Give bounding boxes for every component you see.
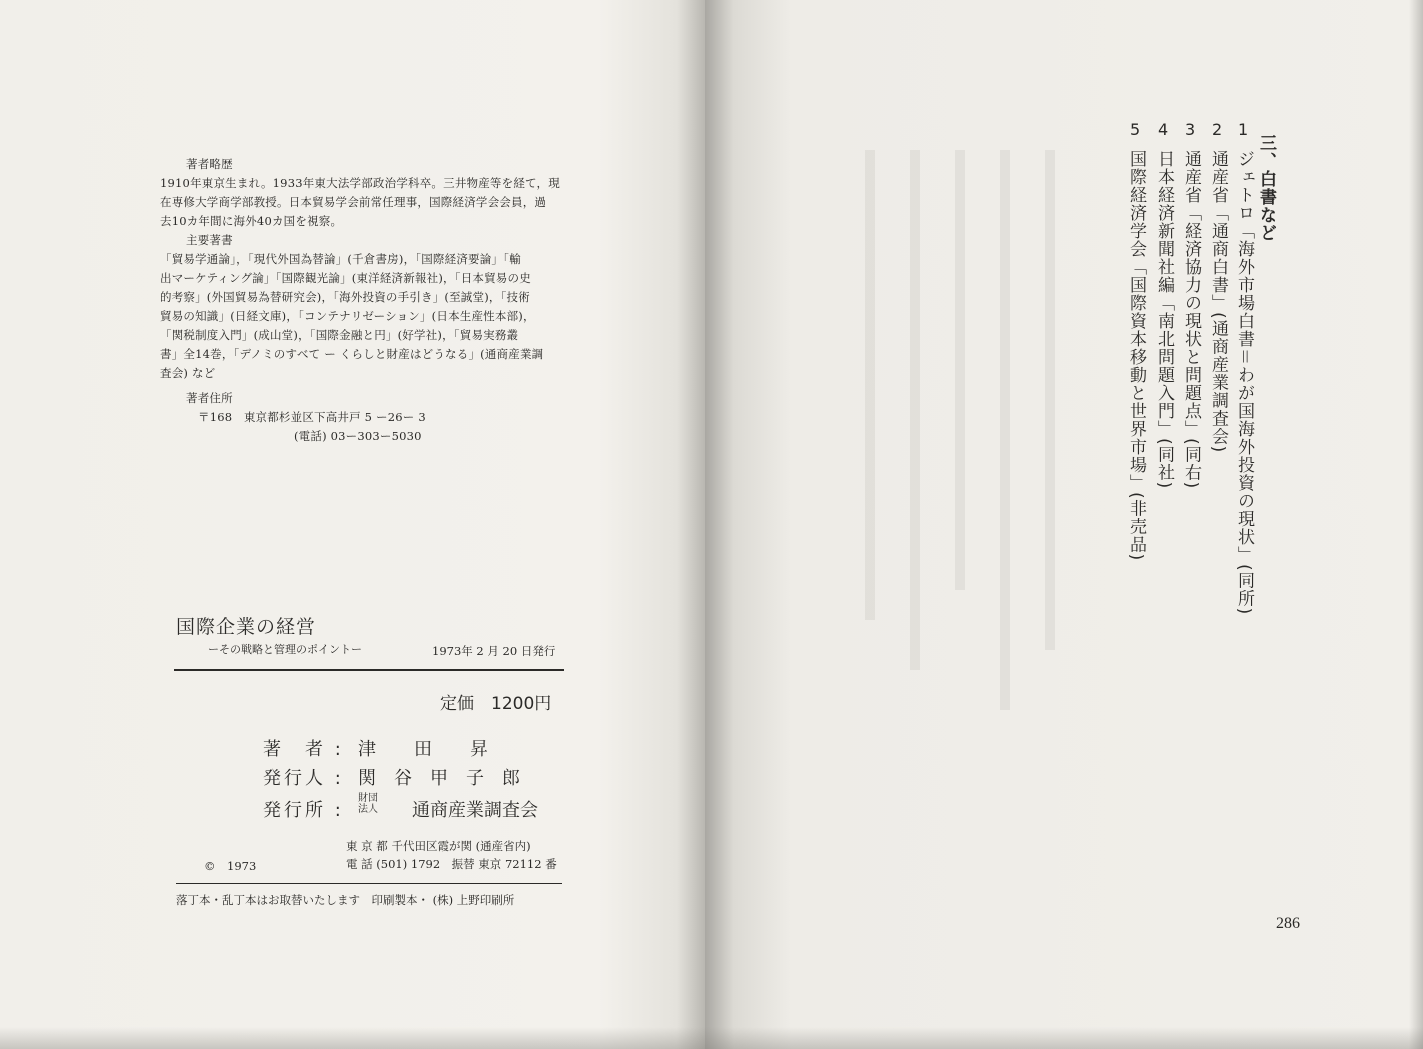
page-number: 286 [1276, 915, 1300, 932]
author-bio-line-2: 在専修大学商学部教授。日本貿易学会前常任理事，国際経済学会会員，過 [160, 195, 547, 209]
entry-number-5: 5 [1130, 120, 1141, 139]
author-bio-line-3: 去10カ年間に海外40カ国を視察。 [160, 214, 343, 228]
author-phone: (電話) 03ー303ー5030 [294, 429, 422, 443]
entry-number-2: 2 [1212, 120, 1223, 139]
major-works-line-6: 書」全14巻，「デノミのすべて ー くらしと財産はどうなる」(通商産業調 [160, 347, 544, 361]
author-bio-line-1: 1910年東京生まれ。1933年東大法学部政治学科卒。三井物産等を経て，現 [160, 176, 560, 190]
book-title: 国際企業の経営 [176, 616, 317, 638]
copyright: © 1973 [204, 859, 257, 873]
colophon-divider [174, 669, 564, 671]
bleed-through-text [955, 150, 965, 590]
publisher-person-label: 発行人 : [263, 768, 344, 789]
section-title: 三、白書など [1256, 134, 1276, 242]
entry-text-2: 通産省「通商白書」(通商産業調査会) [1208, 150, 1228, 454]
footer-note: 落丁本・乱丁本はお取替いたします 印刷製本・ (株) 上野印刷所 [176, 893, 515, 907]
publisher-label: 発行所 : [263, 800, 344, 821]
bleed-through-text [865, 150, 875, 620]
entry-text-1: ジェトロ「海外市場白書＝わが国海外投資の現状」(同所) [1234, 150, 1254, 616]
entry-number-4: 4 [1158, 120, 1169, 139]
major-works-line-1: 「貿易学通論」，「現代外国為替論」(千倉書房)，「国際経済要論」「輸 [160, 252, 521, 266]
author-address-heading: 著者住所 [186, 391, 233, 405]
page-shadow [705, 1027, 1423, 1049]
page-edge [1409, 0, 1423, 1049]
publication-date: 1973年 2 月 20 日発行 [432, 644, 556, 658]
left-page [0, 0, 705, 1049]
entry-number-3: 3 [1185, 120, 1196, 139]
entry-number-1: 1 [1238, 120, 1249, 139]
footer-divider [176, 883, 562, 884]
entry-text-4: 日本経済新聞社編「南北問題入門」(同社) [1154, 150, 1174, 490]
page-shadow [0, 1027, 705, 1049]
publisher-person-name: 関谷甲子郎 [358, 768, 538, 789]
major-works-heading: 主要著書 [186, 233, 233, 247]
bleed-through-text [1045, 150, 1055, 650]
book-subtitle: ーその戦略と管理のポイントー [208, 643, 362, 656]
author-label: 著 者 : [263, 739, 344, 760]
publisher-address: 東 京 都 千代田区霞が関 (通産省内) [346, 839, 531, 853]
right-page [705, 0, 1423, 1049]
author-name: 津田昇 [358, 739, 526, 760]
major-works-line-3: 的考察」(外国貿易為替研究会)，「海外投資の手引き」(至誠堂)，「技術 [160, 290, 530, 304]
entry-text-3: 通産省「経済協力の現状と問題点」(同右) [1181, 150, 1201, 490]
entry-text-5: 国際経済学会「国際資本移動と世界市場」(非売品) [1126, 150, 1146, 562]
major-works-line-2: 出マーケティング論」「国際観光論」(東洋経済新報社)，「日本貿易の史 [160, 271, 531, 285]
major-works-line-4: 貿易の知識」(日経文庫)，「コンテナリゼーション」(日本生産性本部)， [160, 309, 535, 323]
publisher-name: 通商産業調査会 [412, 800, 538, 821]
major-works-line-7: 査会) など [160, 366, 216, 380]
author-address: 東京都杉並区下高井戸 5 ー26ー 3 [243, 410, 426, 424]
major-works-line-5: 「関税制度入門」(成山堂)，「国際金融と円」(好学社)，「貿易実務叢 [160, 328, 519, 342]
price: 定価 1200円 [440, 694, 552, 714]
publisher-type: 財団法人 [358, 793, 378, 815]
author-bio-heading: 著者略歴 [186, 157, 233, 171]
bleed-through-text [1000, 150, 1010, 710]
bleed-through-text [910, 150, 920, 670]
author-bio-block [160, 155, 575, 446]
postal-code: 〒168 [198, 410, 233, 424]
publisher-phone: 電 話 (501) 1792 振替 東京 72112 番 [346, 857, 557, 871]
author-address-line [160, 408, 575, 427]
